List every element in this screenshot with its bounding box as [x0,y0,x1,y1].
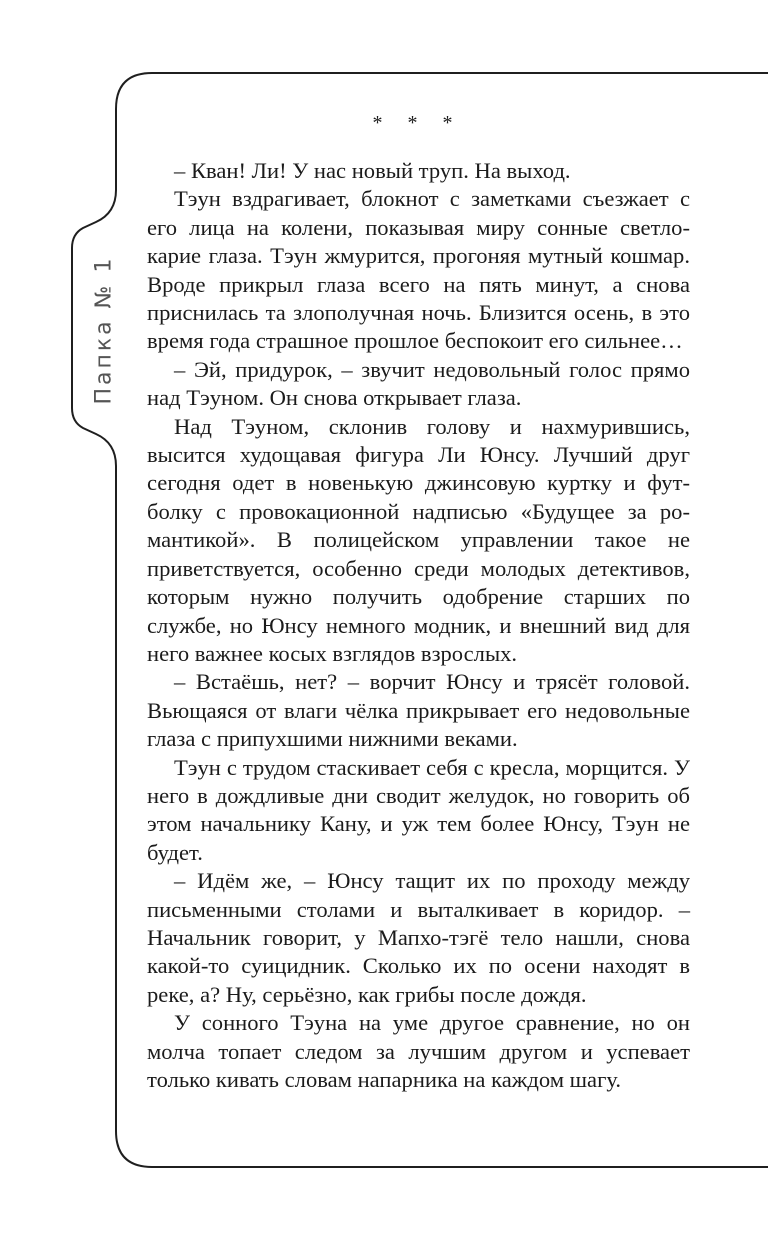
paragraph: – Встаёшь, нет? – ворчит Юнсу и трясёт головой. Вьющаяся от влаги чёлка прикрывает его недовольные глаза с припухшими нижними веками. [147,669,690,752]
paragraph: – Эй, придурок, – звучит недовольный голос прямо над Тэуном. Он снова открывает глаза. [147,356,690,411]
paragraph: Над Тэуном, склонив голову и нахмурившись, высится худощавая фигура Ли Юнсу. Лучший друг сегодня одет в новенькую джинсовую куртку и футболку с провокационной надписью «Будущее за романтикой». В полицейском управлении такое не приветствуется, особенно среди молодых детективов, которым нужно получить одобрение старших по службе, но Юнсу немного модник, и внешний вид для него важнее косых взглядов взрослых. [147,413,690,666]
paragraph: – Кван! Ли! У нас новый труп. На выход. [174,158,571,183]
paragraph: Тэун с трудом стаскивает себя с кресла, морщится. У него в дождливые дни сводит желудок, но говорить об этом начальнику Кану, и уж тем более Юнсу, Тэун не будет. [147,754,690,865]
section-separator: * * * [372,112,463,134]
paragraph: – Идём же, – Юнсу тащит их по проходу между письменными столами и выталкивает в коридор. – Начальник говорит, у Мапхо-тэгё тело нашли, снова какой-то суицидник. Сколько их по осени находят в реке, а? Ну, серьёзно, как грибы после дождя. [147,868,690,1007]
body-text [147,157,690,1094]
paragraph: У сонного Тэуна на уме другое сравнение, но он молча топает следом за лучшим другом и успевает только кивать словам напарника на каждом шагу. [147,1010,690,1092]
folder-tab-label: Папка № 1 [91,255,117,405]
paragraph: Тэун вздрагивает, блокнот с заметками съезжает с его лица на колени, показывая миру сонные светло-карие глаза. Тэун жмурится, прогоняя мутный кошмар. Вроде прикрыл глаза всего на пять минут, а снова приснилась та злополучная ночь. Близится осень, в это время года страшное прошлое беспокоит его сильнее… [147,186,690,354]
